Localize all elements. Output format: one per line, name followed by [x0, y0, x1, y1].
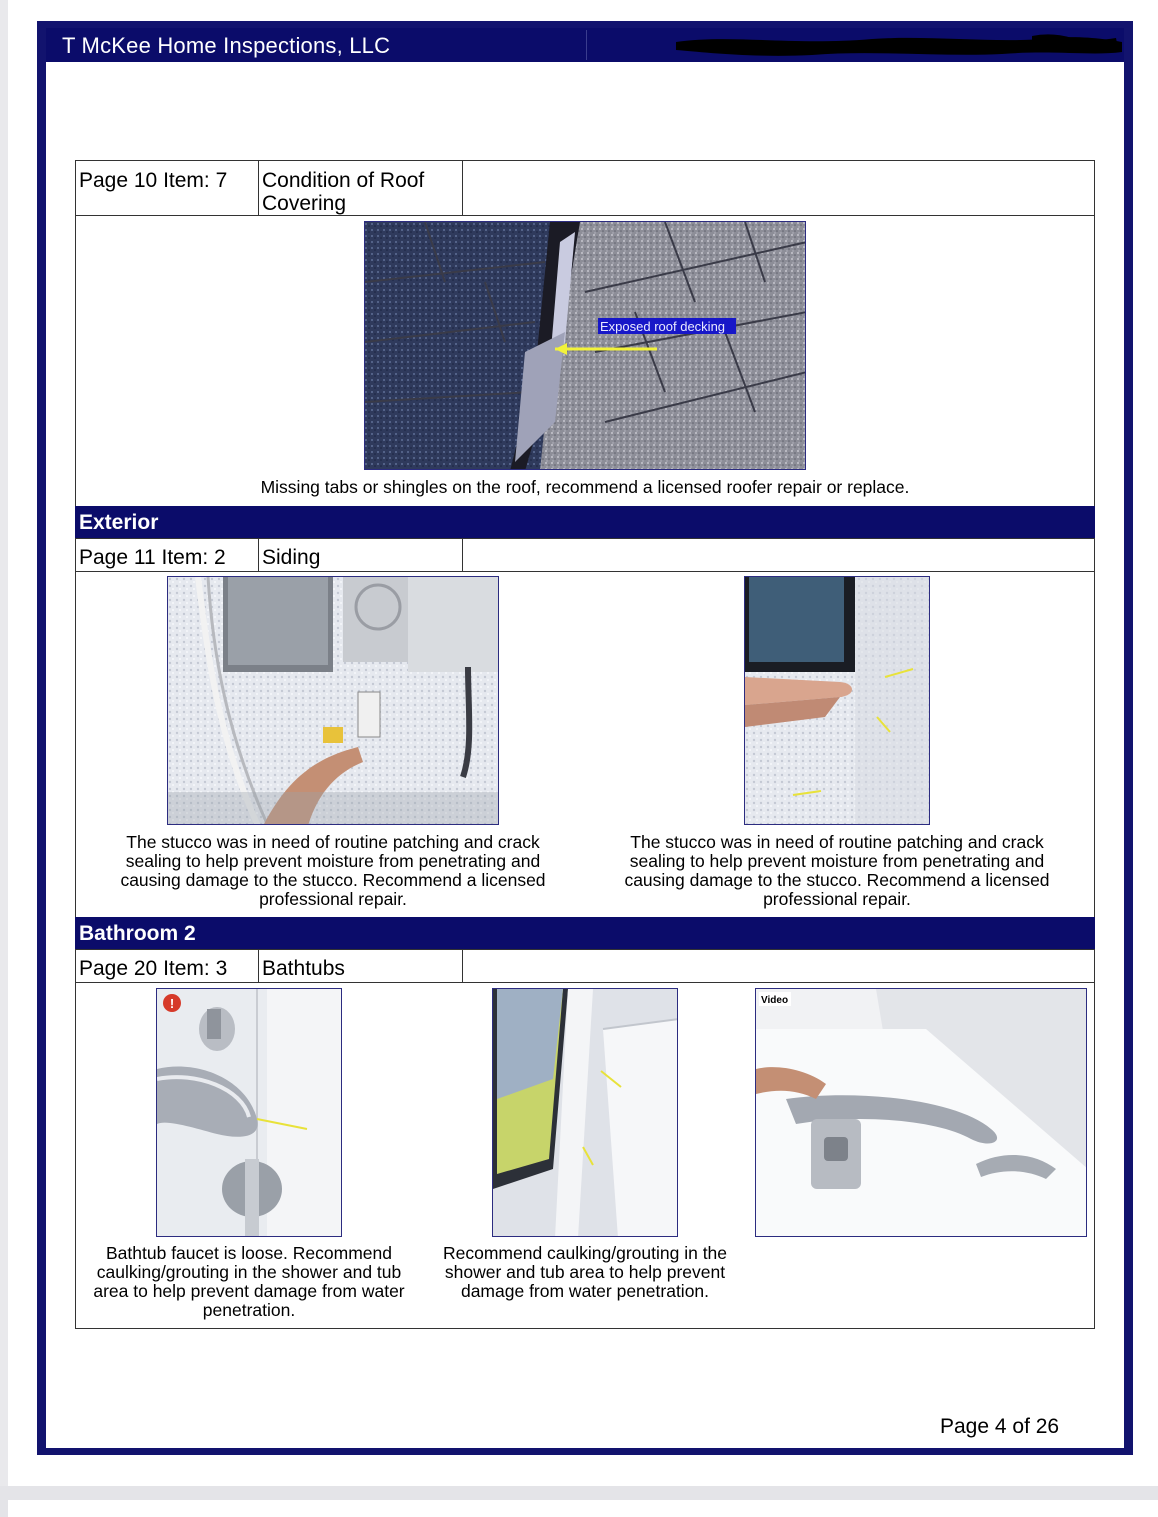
bathtub-photo-2[interactable]	[492, 988, 678, 1237]
bathtub-item-ref: Page 20 Item: 3	[79, 957, 228, 980]
siding-item-name: Siding	[262, 546, 321, 569]
roof-shingles-image	[365, 222, 806, 470]
bathtub-item-blank-cell	[462, 949, 1095, 983]
roof-item-ref: Page 10 Item: 7	[79, 169, 228, 192]
viewer-gutter	[0, 0, 8, 1517]
siding-photo-2-image	[745, 577, 930, 825]
next-page-edge	[8, 1500, 1158, 1517]
siding-photo-1[interactable]	[167, 576, 499, 825]
siding-caption-1: The stucco was in need of routine patching and crack sealing to help prevent moisture from penetrating and causing damage to the stucco. Recommend a licensed professional repair.	[120, 832, 546, 909]
siding-item-ref: Page 11 Item: 2	[79, 546, 226, 569]
header-divider	[586, 30, 587, 60]
bathtub-video-thumb[interactable]	[755, 988, 1087, 1237]
roof-caption: Missing tabs or shingles on the roof, recommend a licensed roofer repair or replace.	[260, 477, 910, 497]
roof-photo[interactable]	[364, 221, 806, 470]
siding-item-blank-cell	[462, 538, 1095, 572]
bathtub-caption-1: Bathtub faucet is loose. Recommend caulking/grouting in the shower and tub area to help prevent damage from water penetration.	[93, 1243, 405, 1320]
section-exterior: Exterior	[75, 506, 1095, 539]
redacted-address	[672, 30, 1124, 60]
bathtub-item-name: Bathtubs	[262, 957, 345, 980]
roof-photo-label: Exposed roof decking	[600, 319, 726, 334]
bathtub-photo-1[interactable]	[156, 988, 342, 1237]
bathtub-photo-2-image	[493, 989, 678, 1237]
page-number: Page 4 of 26	[940, 1415, 1060, 1438]
video-label: Video	[761, 995, 789, 1006]
bathtub-video-image	[756, 989, 1087, 1237]
bathtub-caption-2: Recommend caulking/grouting in the shower and tub area to help prevent damage from water penetration.	[442, 1243, 728, 1301]
roof-item-name: Condition of Roof Covering	[262, 169, 425, 215]
siding-photo-1-image	[168, 577, 499, 825]
svg-text:!: !	[169, 996, 175, 1011]
bathtub-photo-1-image	[157, 989, 342, 1237]
section-bathroom-2: Bathroom 2	[75, 917, 1095, 950]
roof-item-blank-cell	[462, 160, 1095, 216]
company-name: T McKee Home Inspections, LLC	[62, 33, 391, 58]
siding-photo-2[interactable]	[744, 576, 930, 825]
siding-caption-2: The stucco was in need of routine patching and crack sealing to help prevent moisture from penetrating and causing damage to the stucco. Recommend a licensed professional repair.	[624, 832, 1050, 909]
